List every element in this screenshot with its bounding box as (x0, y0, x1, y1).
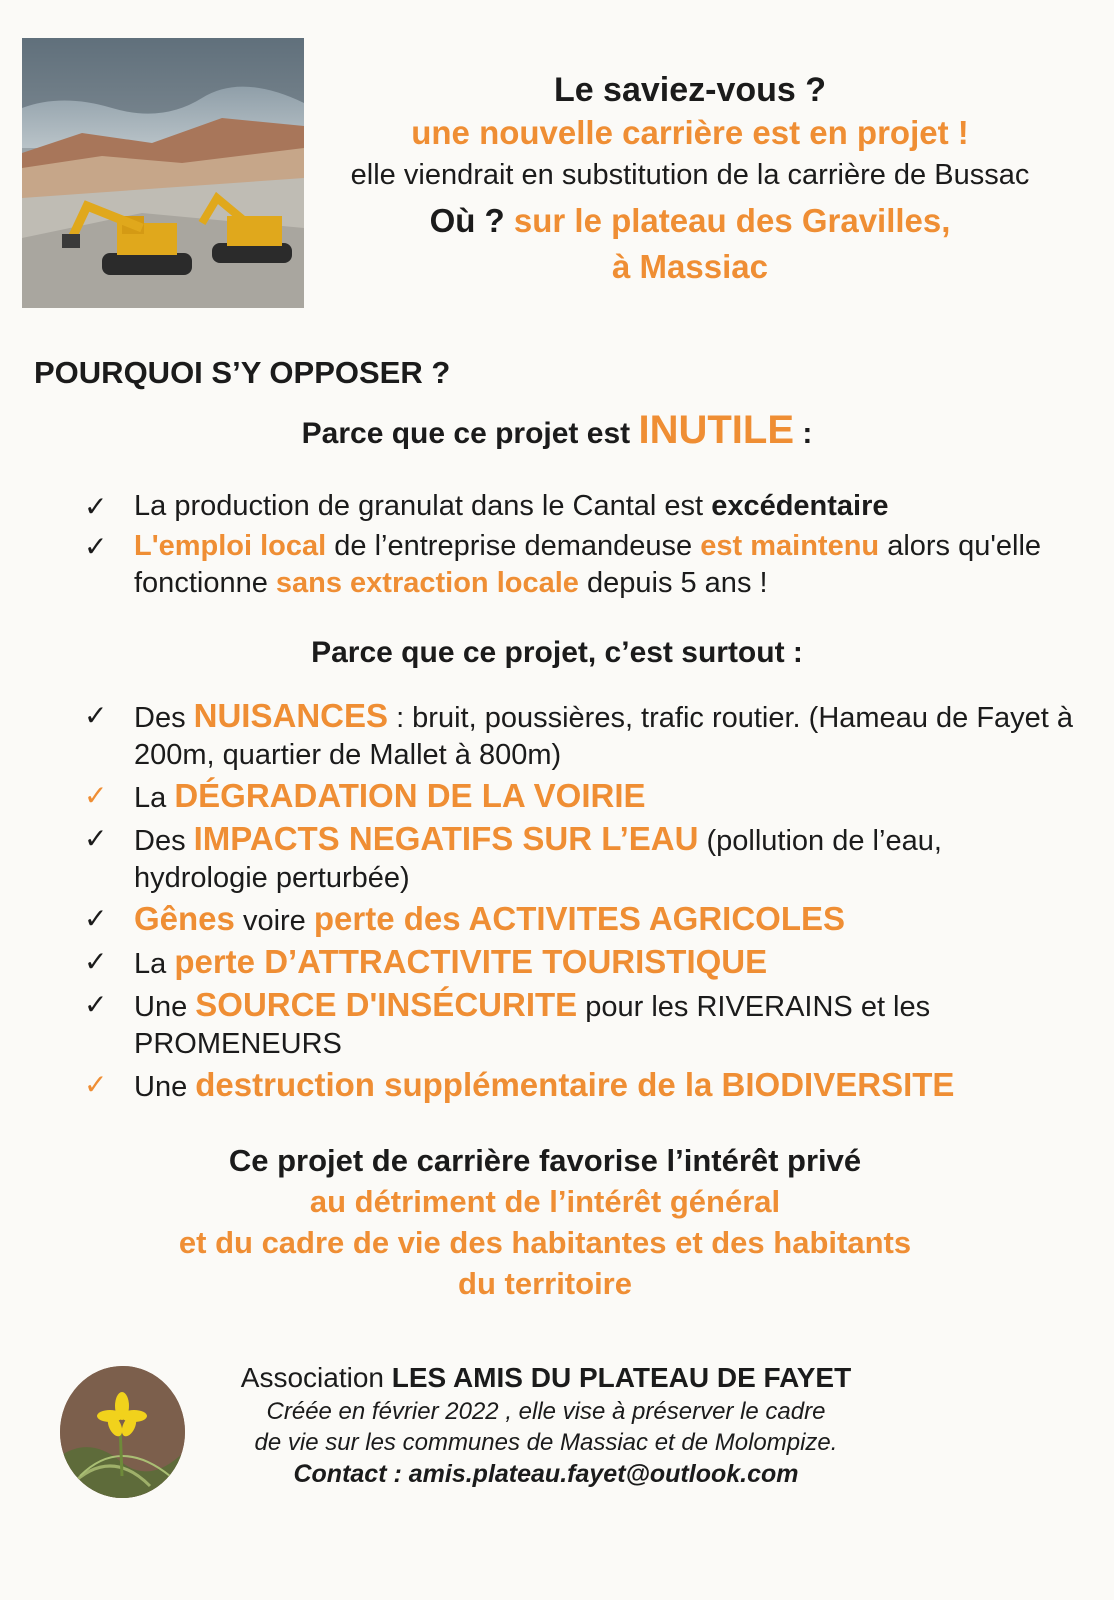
check-icon: ✓ (84, 700, 108, 731)
item-text: de l’entreprise demandeuse (334, 530, 693, 562)
check-icon: ✓ (84, 946, 108, 977)
list-item (84, 820, 1074, 897)
item-text: (pollution de l’eau, hydrologie perturbée) (134, 825, 942, 894)
item-text: alors qu'elle fonctionne (134, 530, 1042, 599)
item-bold: excédentaire (711, 490, 889, 522)
header-location (330, 198, 1050, 290)
item-text: Une (134, 991, 188, 1023)
item-highlight: L'emploi local (134, 530, 327, 562)
conclusion-line: Ce projet de carrière favorise l’intérêt privé (228, 1143, 862, 1178)
item-text: La (134, 782, 167, 814)
list-item (84, 986, 1074, 1063)
section-useless-heading (0, 408, 1114, 453)
list-item (84, 528, 1074, 602)
section-useless-prefix: Parce que ce projet est (301, 417, 631, 450)
harms-list (84, 697, 1074, 1109)
header-block (330, 70, 1050, 290)
item-text: La (134, 948, 167, 980)
header-where-label: Où ? (429, 202, 505, 239)
list-item (84, 943, 1074, 983)
list-item (84, 697, 1074, 774)
footer-block (196, 1360, 896, 1490)
header-plateau: sur le plateau des Gravilles, (513, 202, 951, 239)
list-item (84, 1066, 1074, 1106)
item-text: Des (134, 702, 186, 734)
header-town: à Massiac (612, 248, 768, 285)
association-description: de vie sur les communes de Massiac et de Molompize. (254, 1429, 838, 1456)
quarry-illustration (22, 38, 304, 308)
list-item (84, 900, 1074, 940)
check-icon: ✓ (84, 823, 108, 854)
item-text: Des (134, 825, 186, 857)
association-name (196, 1360, 896, 1396)
header-substitution: elle viendrait en substitution de la carrière de Bussac (350, 159, 1030, 191)
item-highlight: perte des ACTIVITES AGRICOLES (313, 900, 846, 937)
item-highlight: destruction supplémentaire de la BIODIVERSITE (195, 1066, 955, 1103)
section-above-all-heading: Parce que ce projet, c’est surtout : (311, 636, 803, 669)
check-icon: ✓ (84, 989, 108, 1020)
why-oppose-title: POURQUOI S’Y OPPOSER ? (34, 355, 451, 390)
item-highlight: IMPACTS NEGATIFS SUR L’EAU (193, 820, 699, 857)
conclusion-line: et du cadre de vie des habitantes et des habitants (178, 1225, 912, 1260)
conclusion-line: au détriment de l’intérêt général (309, 1184, 781, 1219)
contact-email: Contact : amis.plateau.fayet@outlook.com (293, 1460, 799, 1488)
item-text: : bruit, poussières, trafic routier. (Hameau de Fayet à 200m, quartier de Mallet à 800m) (134, 702, 1074, 771)
useless-reasons-list (84, 488, 1074, 605)
check-icon: ✓ (84, 531, 108, 562)
conclusion-line: du territoire (458, 1266, 632, 1301)
item-highlight: NUISANCES (193, 697, 388, 734)
item-highlight: SOURCE D'INSÉCURITE (195, 986, 578, 1023)
check-icon: ✓ (84, 903, 108, 934)
item-highlight: sans extraction locale (275, 567, 579, 599)
flower-illustration (60, 1366, 185, 1498)
check-icon: ✓ (84, 1069, 108, 1100)
item-text: La production de granulat dans le Cantal est (134, 490, 704, 522)
item-highlight: est maintenu (700, 530, 880, 562)
association-description: Créée en février 2022 , elle vise à préserver le cadre (266, 1398, 826, 1425)
association-prefix: Association (240, 1362, 384, 1393)
item-highlight: DÉGRADATION DE LA VOIRIE (174, 777, 646, 814)
header-announcement: une nouvelle carrière est en projet ! (411, 114, 969, 151)
list-item (84, 777, 1074, 817)
item-text: depuis 5 ans ! (586, 567, 768, 599)
list-item (84, 488, 1074, 525)
item-highlight: perte D’ATTRACTIVITE TOURISTIQUE (174, 943, 768, 980)
conclusion-block (0, 1140, 1090, 1304)
flower-photo (60, 1366, 185, 1498)
section-useless-keyword: INUTILE (638, 408, 795, 452)
check-icon: ✓ (84, 491, 108, 522)
item-highlight: Gênes (134, 900, 235, 937)
check-icon: ✓ (84, 780, 108, 811)
header-question: Le saviez-vous ? (553, 71, 827, 109)
item-text: voire (242, 905, 306, 937)
association-title: LES AMIS DU PLATEAU DE FAYET (391, 1362, 852, 1393)
item-text: Une (134, 1071, 188, 1103)
section-useless-colon: : (802, 417, 813, 450)
item-text: pour les RIVERAINS et les PROMENEURS (134, 991, 931, 1060)
quarry-photo (22, 38, 304, 308)
